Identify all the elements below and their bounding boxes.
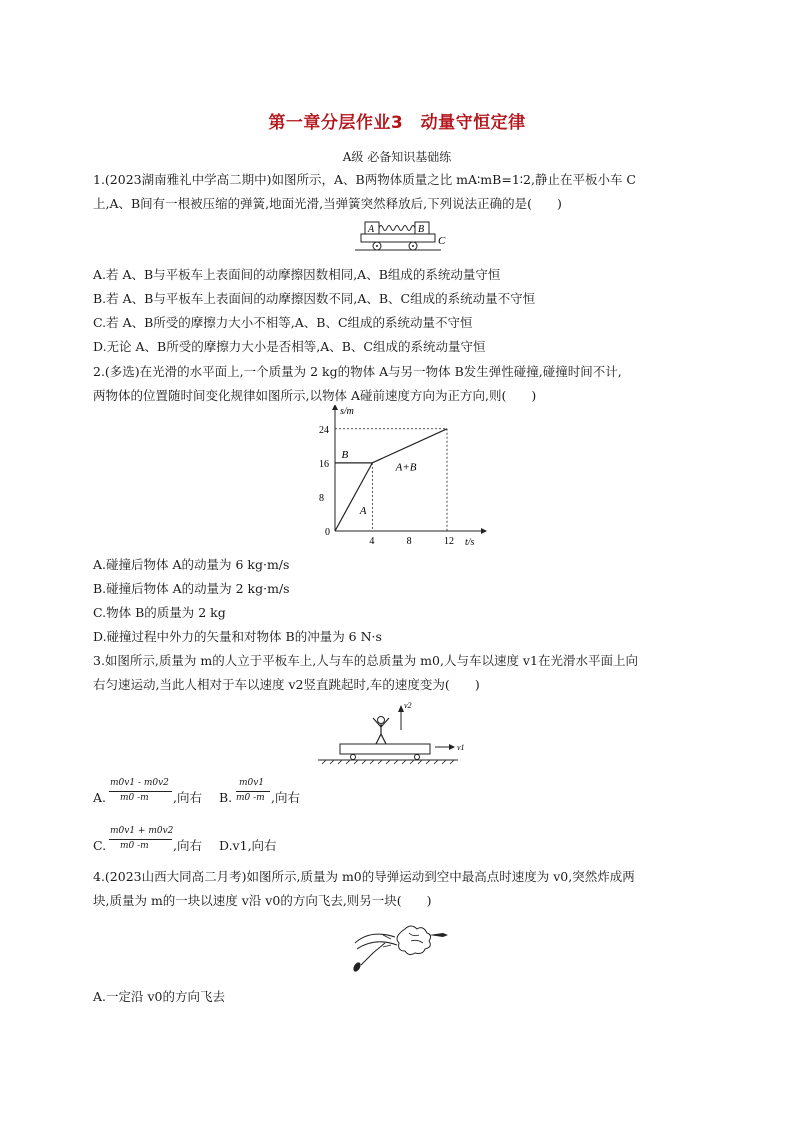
q3-option-c-fraction-bar	[109, 839, 172, 840]
q2-option-b: B.碰撞后物体 A的动量为 2 kg·m/s	[93, 581, 290, 596]
x-axis-arrow	[481, 528, 487, 534]
q2-option-a: A.碰撞后物体 A的动量为 6 kg·m/s	[93, 557, 290, 572]
series-line-a-plus-b	[372, 429, 447, 463]
q3-option-a-numerator: m0v1 - m0v2	[110, 778, 169, 788]
level-heading: A级 必备知识基础练	[342, 150, 452, 164]
q3-option-a-fraction-bar	[109, 791, 172, 792]
q1-cart-figure	[355, 218, 455, 254]
q3-option-c-suffix: ,向右	[173, 838, 202, 853]
y-axis-label: s/m	[340, 406, 354, 417]
q1-label-c: C	[438, 235, 446, 247]
q3-option-b-fraction-bar	[236, 791, 270, 792]
q2-option-c: C.物体 B的质量为 2 kg	[93, 605, 226, 620]
q1-option-b: B.若 A、B与平板车上表面间的动摩擦因数不同,A、B、C组成的系统动量不守恒	[93, 291, 536, 306]
x-axis-label: t/s	[465, 537, 475, 548]
x-tick-label: 4	[369, 536, 375, 547]
q1-stem-line1: 1.(2023湖南雅礼中学高二期中)如图所示，A、B两物体质量之比 mA∶mB=1∶2,静止在平板小车 C	[93, 172, 636, 187]
q1-label-a: A	[368, 224, 375, 235]
q3-option-c-prefix: C.	[93, 838, 107, 853]
q1-option-c: C.若 A、B所受的摩擦力大小不相等,A、B、C组成的系统动量不守恒	[93, 315, 473, 330]
q2-stem-line2: 两物体的位置随时间变化规律如图所示,以物体 A碰前速度方向为正方向,则( )	[93, 388, 537, 403]
q3-stem-line1: 3.如图所示,质量为 m的人立于平板车上,人与车的总质量为 m0,人与车以速度 v1在光滑水平面上向	[93, 653, 638, 668]
q4-stem-line2: 块,质量为 m的一块以速度 v沿 v0的方向飞去,则另一块( )	[93, 893, 432, 908]
series-label: A	[359, 504, 367, 517]
q4-stem-line1: 4.(2023山西大同高二月考)如图所示,质量为 m0的导弹运动到空中最高点时速度为 v0,突然炸成两	[93, 869, 635, 884]
q2-position-time-chart	[300, 405, 490, 550]
y-axis-arrow	[332, 405, 338, 410]
q3-person-cart-figure	[318, 700, 478, 766]
q3-stem-line2: 右匀速运动,当此人相对于车以速度 v2竖直跳起时,车的速度变为( )	[93, 677, 480, 692]
q3-v2-label: v2	[404, 701, 412, 710]
q2-stem-line1: 2.(多选)在光滑的水平面上,一个质量为 2 kg的物体 A与另一物体 B发生弹性碰撞,碰撞时间不计,	[93, 364, 622, 379]
q3-option-b-denominator: m0 -m	[236, 793, 265, 803]
series-label: B	[341, 448, 349, 461]
q3-option-a-denominator: m0 -m	[120, 793, 149, 803]
q1-option-a: A.若 A、B与平板车上表面间的动摩擦因数相同,A、B组成的系统动量守恒	[93, 267, 501, 282]
y-tick-label: 16	[319, 458, 329, 470]
series-line-a	[335, 463, 372, 531]
q3-option-c-denominator: m0 -m	[120, 841, 149, 851]
q3-option-b-numerator: m0v1	[239, 778, 265, 788]
x-tick-label: 12	[444, 536, 454, 547]
q3-v1-label: v1	[457, 743, 465, 752]
q2-option-d: D.碰撞过程中外力的矢量和对物体 B的冲量为 6 N·s	[93, 629, 382, 644]
q3-option-c-numerator: m0v1 + m0v2	[110, 826, 174, 836]
series-label: A+B	[395, 461, 417, 474]
q3-option-a-suffix: ,向右	[173, 790, 202, 805]
page-title: 第一章分层作业3 动量守恒定律	[268, 113, 526, 133]
q1-label-b: B	[418, 224, 425, 235]
q3-option-b-suffix: ,向右	[271, 790, 300, 805]
x-tick-label: 8	[406, 536, 412, 547]
y-tick-label: 24	[319, 424, 329, 436]
q3-option-a-prefix: A.	[93, 790, 107, 805]
q3-option-d: D.v1,向右	[219, 838, 277, 853]
q1-option-d: D.无论 A、B所受的摩擦力大小是否相等,A、B、C组成的系统动量守恒	[93, 339, 486, 354]
origin-label: 0	[325, 527, 330, 538]
q4-option-a: A.一定沿 v0的方向飞去	[93, 989, 225, 1004]
y-tick-label: 8	[319, 492, 324, 504]
q1-stem-line2: 上,A、B间有一根被压缩的弹簧,地面光滑,当弹簧突然释放后,下列说法正确的是( )	[93, 196, 562, 211]
q4-missile-explosion-figure	[345, 915, 455, 975]
q3-option-b-prefix: B.	[219, 790, 233, 805]
